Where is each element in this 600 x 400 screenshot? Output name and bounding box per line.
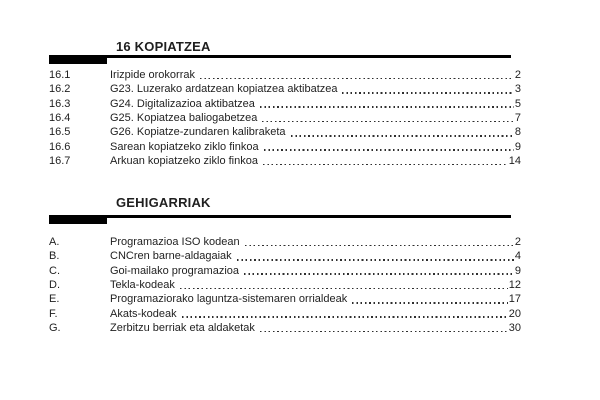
toc-entry-label: B. [49,250,60,263]
toc-entry-title: G26. Kopiatze-zundaren kalibraketa [110,126,286,139]
toc-row [49,140,521,154]
toc-entry-label: G. [49,322,61,335]
toc-entry-page: 9 [514,264,521,277]
toc-entry-page: 7 [514,112,521,125]
toc-entry-title: Sarean kopiatzeko ziklo finkoa [110,140,259,153]
toc-leader-dots [264,149,514,151]
toc-leader-dots [291,135,514,137]
toc-entry-title: Tekla-kodeak [110,279,175,292]
toc-entry-title: Zerbitzu berriak eta aldaketak [110,322,255,335]
toc-row [49,154,521,168]
toc-entry-page: 2 [514,69,521,81]
toc-entry-title: Programazioa ISO kodean [110,236,240,248]
toc-entry-label: 16.1 [49,69,71,81]
toc-entry-label: A. [49,236,60,248]
toc-entry-page: 17 [508,293,521,306]
toc-leader-dots [245,245,514,247]
toc-leader-dots [260,331,508,333]
toc-entry-page: 3 [514,83,521,96]
toc-entry-title: Programaziorako laguntza-sistemaren orrialdeak [110,293,348,306]
toc-leader-dots [342,92,513,94]
toc-leader-dots [182,316,508,318]
toc-leader-dots [352,302,508,304]
section-title: 16 KOPIATZEA [116,39,211,54]
toc-entry-page: 12 [508,279,521,292]
toc-entry-page: 8 [514,126,521,139]
toc-entry-title: G25. Kopiatzea baliogabetzea [110,112,258,125]
toc-list [49,68,521,168]
toc-entry-page: 2 [514,236,521,248]
toc-entry-title: Akats-kodeak [110,307,177,320]
toc-entry-label: 16.3 [49,97,71,110]
toc-row [49,321,521,335]
toc-entry-page: 9 [514,140,521,153]
toc-row [49,307,521,321]
section-rule-thin-line [107,55,511,58]
toc-entry-label: D. [49,279,60,292]
toc-section-gehigarriak [49,196,521,335]
toc-row [49,82,521,96]
toc-row [49,264,521,278]
toc-entry-page: 20 [508,307,521,320]
toc-entry-label: 16.6 [49,140,71,153]
toc-entry-title: G23. Luzerako ardatzean kopiatzea aktibatzea [110,83,338,96]
section-title: GEHIGARRIAK [116,195,211,210]
toc-leader-dots [263,164,508,166]
toc-entry-label: 16.7 [49,155,71,168]
toc-leader-dots [180,288,508,290]
toc-entry-label: C. [49,264,60,277]
toc-row [49,235,521,249]
toc-entry-page: 5 [514,97,521,110]
section-rule-thick-block [49,55,107,64]
toc-leader-dots [237,259,514,261]
toc-leader-dots [260,106,514,108]
toc-leader-dots [244,273,514,275]
section-rule-thick-block [49,215,107,224]
toc-entry-label: E. [49,293,60,306]
toc-entry-title: G24. Digitalizazioa aktibatzea [110,97,255,110]
toc-entry-label: 16.5 [49,126,71,139]
toc-leader-dots [200,78,514,80]
toc-list [49,235,521,335]
toc-entry-label: 16.2 [49,83,71,96]
toc-row [49,278,521,292]
toc-entry-title: CNCren barne-aldagaiak [110,250,232,263]
toc-entry-page: 4 [514,250,521,263]
section-rule [49,215,511,224]
toc-entry-label: 16.4 [49,112,71,125]
toc-row [49,125,521,139]
toc-entry-page: 30 [508,322,521,335]
toc-entry-title: Goi-mailako programazioa [110,264,239,277]
toc-entry-title: Irizpide orokorrak [110,69,195,81]
toc-section-kopiatzea [49,40,521,168]
toc-row [49,292,521,306]
section-rule-thin-line [107,215,511,218]
toc-row [49,97,521,111]
toc-entry-title: Arkuan kopiatzeko ziklo finkoa [110,155,258,168]
toc-leader-dots [262,121,513,123]
toc-entry-page: 14 [508,155,521,168]
toc-entry-label: F. [49,307,58,320]
section-rule [49,55,511,64]
toc-row [49,249,521,263]
toc-row [49,111,521,125]
toc-row [49,68,521,82]
